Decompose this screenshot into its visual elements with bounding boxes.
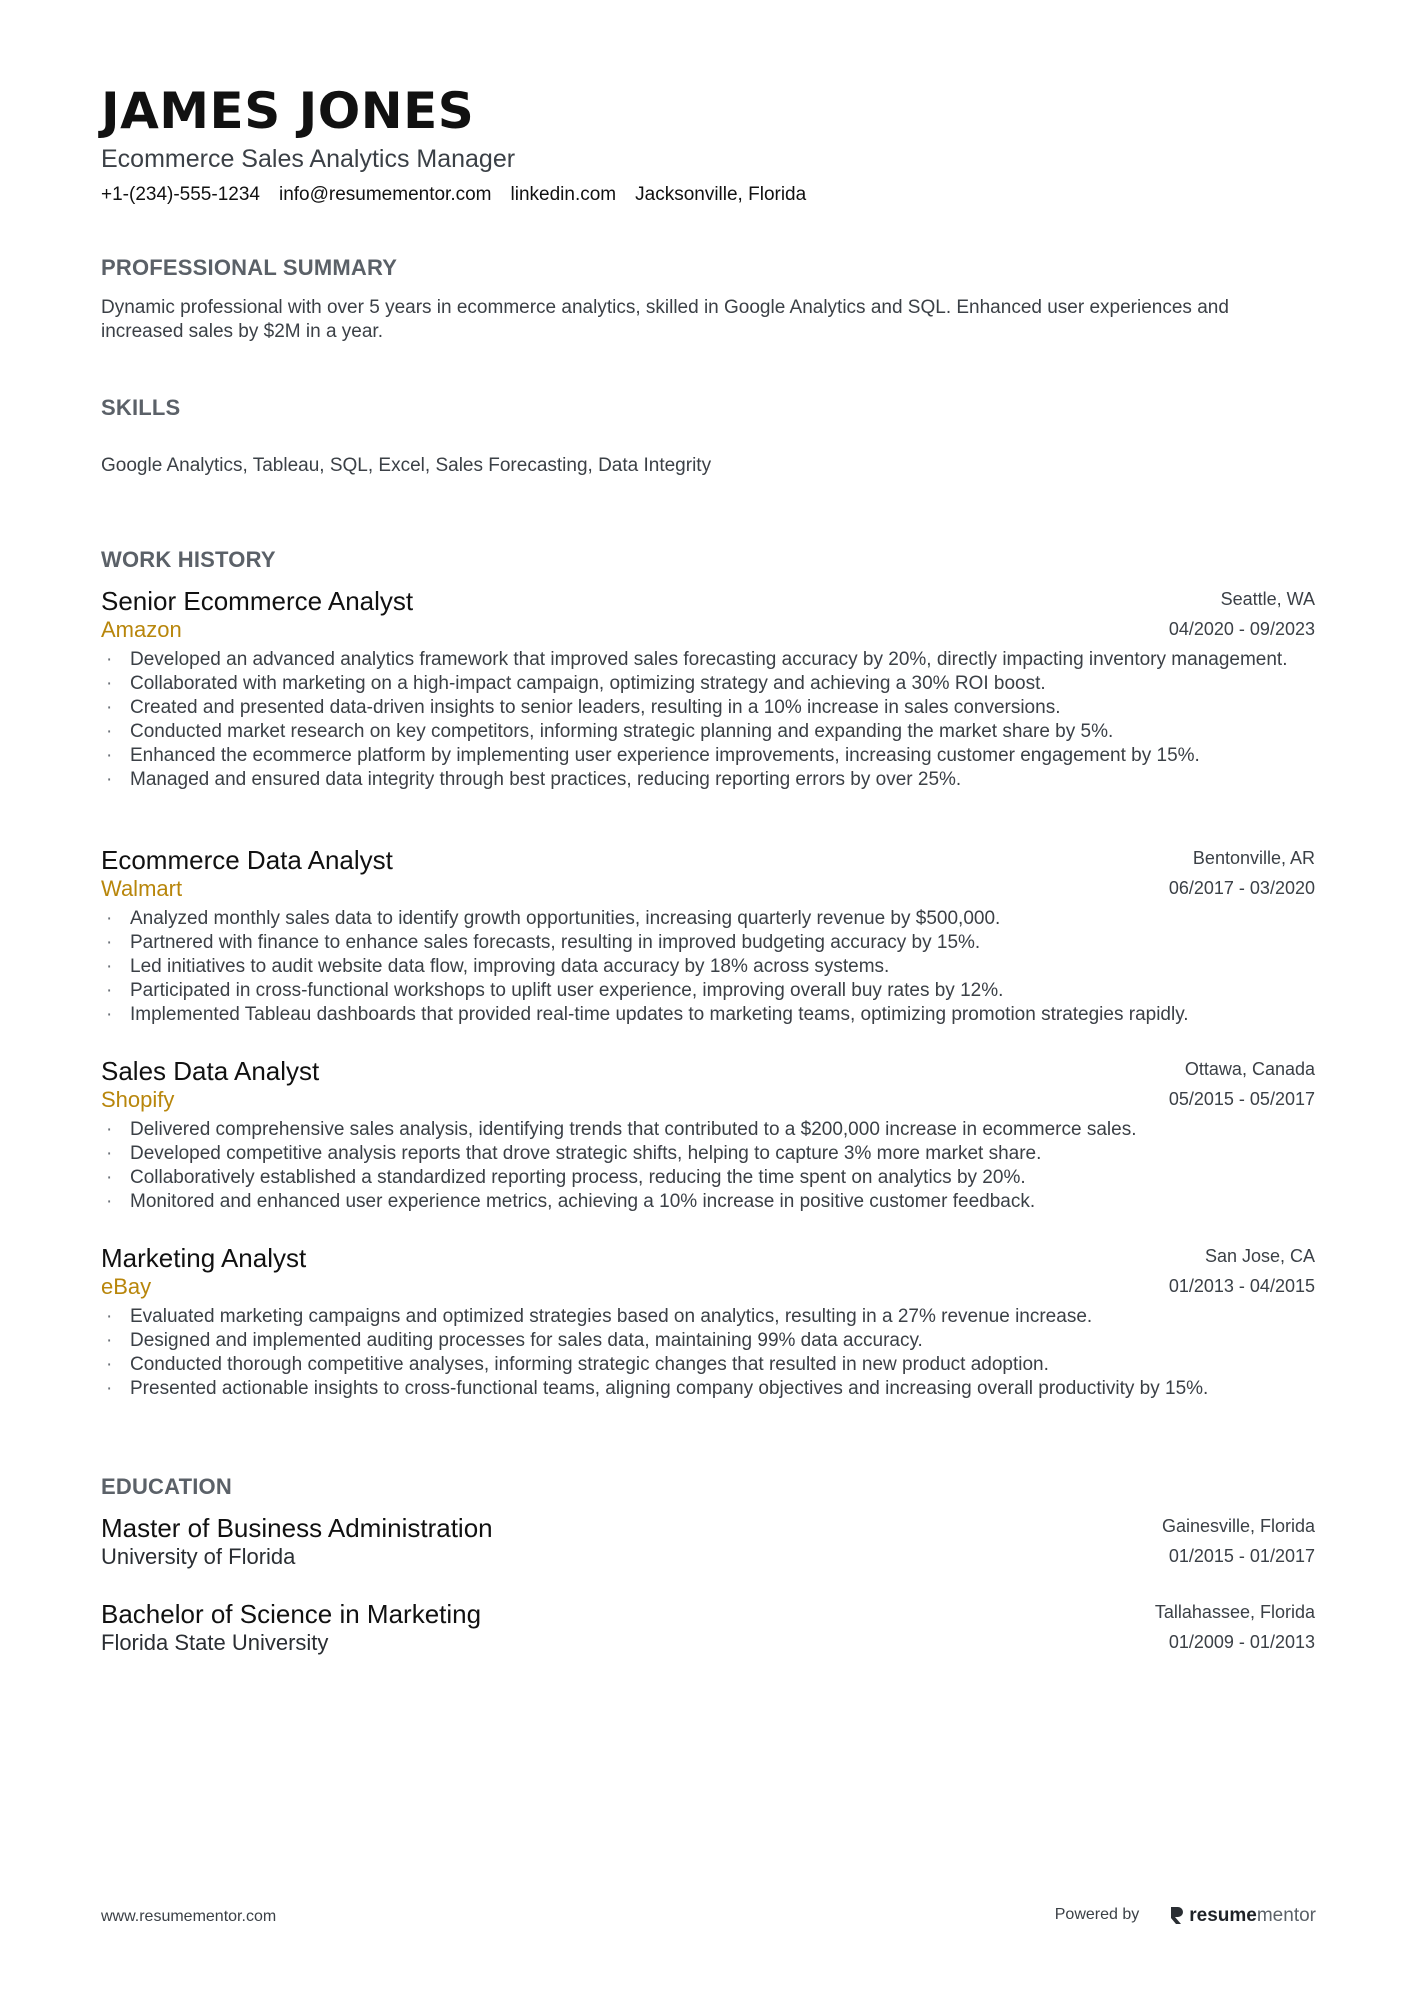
job-role: Sales Data Analyst [101, 1056, 320, 1086]
education-location: Gainesville, Florida [1161, 1516, 1315, 1536]
education-dates: 01/2009 - 01/2013 [1168, 1632, 1315, 1652]
work-history-heading: WORK HISTORY [101, 547, 276, 572]
job-location: San Jose, CA [1204, 1246, 1315, 1266]
summary-text: Dynamic professional with over 5 years in ecommerce analytics, skilled in Google Analytics and SQL. Enhanced user experiences and increased sales by $2M in a year. [101, 297, 1229, 342]
job-company: Amazon [101, 617, 182, 642]
job-company: Shopify [101, 1087, 175, 1112]
brand-name-light: mentor [1256, 1904, 1316, 1926]
contact-email[interactable]: info@resumementor.com [278, 184, 492, 205]
contact-line [101, 185, 806, 204]
job-entry [101, 847, 1315, 1027]
footer-website[interactable]: www.resumementor.com [101, 1908, 277, 1925]
resumementor-logo-icon [1169, 1905, 1184, 1925]
job-bullet: · Presented actionable insights to cross-functional teams, aligning company objectives and increasing overall productivity by 15%. [101, 1377, 1315, 1401]
candidate-title: Ecommerce Sales Analytics Manager [101, 145, 516, 173]
education-entry [101, 1601, 1315, 1661]
job-location: Bentonville, AR [1192, 848, 1315, 868]
education-degree: Bachelor of Science in Marketing [101, 1599, 482, 1629]
job-dates: 04/2020 - 09/2023 [1168, 619, 1315, 639]
job-bullet: · Monitored and enhanced user experience metrics, achieving a 10% increase in positive customer feedback. [101, 1190, 1315, 1214]
education-dates: 01/2015 - 01/2017 [1168, 1546, 1315, 1566]
job-bullet: · Analyzed monthly sales data to identify growth opportunities, increasing quarterly revenue by $500,000. [101, 907, 1315, 931]
job-dates: 06/2017 - 03/2020 [1168, 878, 1315, 898]
job-bullet: · Designed and implemented auditing processes for sales data, maintaining 99% data accuracy. [101, 1329, 1315, 1353]
powered-by-label: Powered by [1054, 1906, 1140, 1923]
job-role: Marketing Analyst [101, 1243, 307, 1273]
job-bullet: · Participated in cross-functional workshops to uplift user experience, improving overall buy rates by 12%. [101, 979, 1315, 1003]
education-school: Florida State University [101, 1630, 329, 1655]
job-bullet: · Evaluated marketing campaigns and optimized strategies based on analytics, resulting in a 27% revenue increase. [101, 1305, 1315, 1329]
job-company: eBay [101, 1274, 152, 1299]
job-bullets [101, 1118, 1315, 1214]
job-bullets [101, 907, 1315, 1027]
job-entry [101, 1058, 1315, 1214]
candidate-name: JAMES JONES [101, 82, 475, 140]
job-role: Ecommerce Data Analyst [101, 845, 393, 875]
job-bullet: · Developed an advanced analytics framework that improved sales forecasting accuracy by 20%, directly impacting inventory management. [101, 648, 1315, 672]
job-bullet: · Conducted thorough competitive analyses, informing strategic changes that resulted in new product adoption. [101, 1353, 1315, 1377]
contact-phone: +1-(234)-555-1234 [101, 184, 260, 205]
job-location: Seattle, WA [1220, 589, 1315, 609]
job-bullet: · Created and presented data-driven insights to senior leaders, resulting in a 10% increase in sales conversions. [101, 696, 1315, 720]
job-bullet: · Conducted market research on key competitors, informing strategic planning and expanding the market share by 5%. [101, 720, 1315, 744]
contact-linkedin[interactable]: linkedin.com [510, 184, 617, 205]
skills-text: Google Analytics, Tableau, SQL, Excel, Sales Forecasting, Data Integrity [101, 455, 712, 476]
job-bullet: · Delivered comprehensive sales analysis, identifying trends that contributed to a $200,000 increase in ecommerce sales. [101, 1118, 1315, 1142]
education-entry [101, 1515, 1315, 1575]
brand-name-bold: resume [1189, 1904, 1257, 1926]
job-dates: 01/2013 - 04/2015 [1168, 1276, 1315, 1296]
job-bullet: · Developed competitive analysis reports that drove strategic shifts, helping to capture 3% more market share. [101, 1142, 1315, 1166]
job-bullet: · Managed and ensured data integrity through best practices, reducing reporting errors by over 25%. [101, 768, 1315, 792]
skills-heading: SKILLS [101, 395, 181, 420]
education-degree: Master of Business Administration [101, 1513, 493, 1543]
contact-location: Jacksonville, Florida [635, 184, 807, 205]
job-location: Ottawa, Canada [1184, 1059, 1315, 1079]
job-bullet: · Partnered with finance to enhance sales forecasts, resulting in improved budgeting accuracy by 15%. [101, 931, 1315, 955]
footer-branding [1055, 1905, 1316, 1925]
education-heading: EDUCATION [101, 1474, 232, 1499]
job-bullets [101, 1305, 1315, 1401]
job-role: Senior Ecommerce Analyst [101, 586, 414, 616]
job-company: Walmart [101, 876, 183, 901]
job-bullet: · Collaboratively established a standardized reporting process, reducing the time spent on analytics by 20%. [101, 1166, 1315, 1190]
job-bullet: · Collaborated with marketing on a high-impact campaign, optimizing strategy and achieving a 30% ROI boost. [101, 672, 1315, 696]
job-bullet: · Implemented Tableau dashboards that provided real-time updates to marketing teams, optimizing promotion strategies rapidly. [101, 1003, 1315, 1027]
education-location: Tallahassee, Florida [1154, 1602, 1315, 1622]
job-entry [101, 1245, 1315, 1401]
job-bullet: · Enhanced the ecommerce platform by implementing user experience improvements, increasing customer engagement by 15%. [101, 744, 1315, 768]
summary-heading: PROFESSIONAL SUMMARY [101, 255, 398, 280]
job-dates: 05/2015 - 05/2017 [1168, 1089, 1315, 1109]
resumementor-logo[interactable] [1169, 1905, 1316, 1925]
job-entry [101, 588, 1315, 792]
job-bullets [101, 648, 1315, 792]
education-school: University of Florida [101, 1544, 296, 1569]
job-bullet: · Led initiatives to audit website data flow, improving data accuracy by 18% across systems. [101, 955, 1315, 979]
